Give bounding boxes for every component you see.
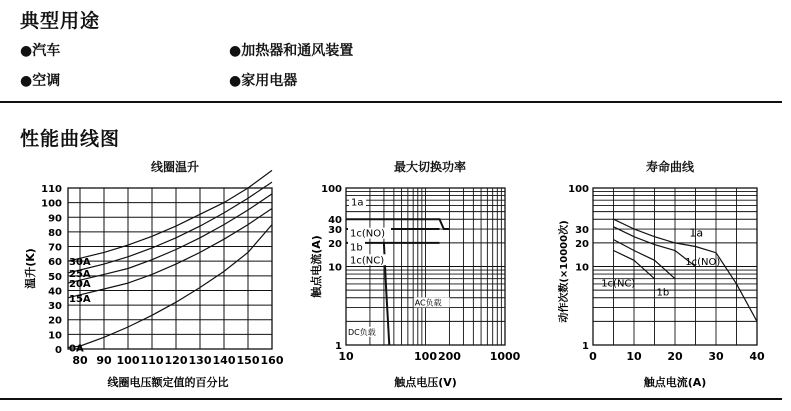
y-tick-label: 20 [328, 238, 342, 250]
y-tick-label: 80 [48, 227, 62, 239]
y-tick-label: 100 [568, 184, 589, 195]
x-tick-label: 10 [626, 350, 642, 363]
divider-bottom [0, 398, 782, 400]
x-tick-label: 150 [236, 354, 260, 367]
series-label: 20A [69, 279, 91, 291]
x-tick-label: 80 [72, 354, 88, 367]
x-tick-label: 20 [667, 350, 683, 363]
series-label: 15A [69, 293, 91, 305]
y-tick-label: 1 [582, 341, 589, 352]
x-tick-label: 0 [589, 350, 597, 363]
x-tick-label: 1000 [489, 350, 521, 363]
x-axis-label: 触点电流(A) [643, 376, 707, 389]
series-line-25A [68, 182, 272, 273]
series-label: 1b [656, 287, 670, 299]
series-label: 1c(NO) [350, 228, 386, 240]
series-label: 0A [69, 343, 84, 355]
series-line-20A [68, 194, 272, 283]
x-tick-label: 30 [708, 350, 724, 363]
x-tick-label: 130 [188, 354, 212, 367]
section-title-performance: 性能曲线图 [20, 128, 121, 150]
use-item: ●加热器和通风装置 [229, 43, 354, 59]
series-label: 1c(NC) [601, 278, 636, 290]
x-tick-label: 200 [437, 350, 461, 363]
use-item: ●家用电器 [229, 73, 298, 89]
y-tick-label: 30 [328, 225, 342, 237]
chart-life [557, 184, 765, 389]
y-tick-label: 60 [48, 257, 62, 269]
y-tick-label: 100 [41, 198, 62, 210]
x-tick-label: 100 [414, 350, 437, 363]
y-tick-label: 90 [48, 213, 62, 225]
series-label: DC负载 [348, 327, 376, 337]
y-tick-label: 40 [48, 286, 62, 298]
series-line-1b [614, 240, 676, 279]
x-axis-label: 线圈电压额定值的百分比 [107, 376, 229, 389]
series-label: 1c(NC) [350, 255, 385, 267]
chart-coil [23, 170, 284, 389]
y-tick-label: 110 [41, 184, 62, 195]
series-line-0A [68, 225, 272, 348]
y-tick-label: 100 [321, 184, 342, 195]
y-tick-label: 40 [328, 215, 342, 227]
x-tick-label: 100 [116, 354, 140, 367]
series-line-ac [346, 219, 449, 229]
x-axis-label: 触点电压(V) [394, 376, 457, 389]
use-item: ●空调 [20, 73, 61, 89]
series-label: 1a [351, 197, 364, 209]
y-tick-label: 30 [48, 301, 62, 313]
y-tick-label: 50 [48, 271, 62, 283]
chart-title-life: 寿命曲线 [645, 160, 694, 174]
y-tick-label: 1 [335, 341, 342, 352]
plot-frame [68, 188, 272, 349]
y-tick-label: 20 [48, 315, 62, 327]
series-line-30A [68, 170, 272, 261]
x-tick-label: 110 [140, 354, 164, 367]
x-tick-label: 40 [749, 350, 765, 363]
section-title-typical-uses: 典型用途 [20, 10, 101, 32]
y-tick-label: 20 [575, 238, 589, 250]
y-axis-label: 动作次数(×10000次) [559, 220, 570, 323]
x-tick-label: 140 [212, 354, 236, 367]
y-tick-label: 70 [48, 242, 62, 254]
y-tick-label: 0 [55, 345, 62, 356]
series-label: 1a [689, 226, 704, 240]
y-axis-label: 触点电流(A) [310, 235, 323, 298]
y-tick-label: 30 [575, 225, 589, 237]
chart-title-coil: 线圈温升 [150, 160, 199, 174]
y-tick-label: 10 [48, 330, 62, 342]
y-tick-label: 10 [328, 262, 342, 274]
x-tick-label: 90 [96, 354, 112, 367]
use-item: ●汽车 [20, 43, 61, 59]
series-label: AC负载 [414, 298, 442, 308]
series-label: 1b [350, 242, 363, 254]
series-label: 1c(NO) [685, 256, 721, 268]
series-label: 30A [69, 257, 91, 269]
chart-title-switch: 最大切换功率 [393, 160, 466, 174]
chart-switch [309, 184, 521, 389]
x-tick-label: 10 [338, 350, 354, 363]
series-label: 25A [69, 268, 91, 280]
x-tick-label: 120 [164, 354, 188, 367]
y-tick-label: 10 [575, 262, 589, 274]
x-tick-label: 160 [260, 354, 284, 367]
y-axis-label: 温升(K) [24, 248, 37, 289]
